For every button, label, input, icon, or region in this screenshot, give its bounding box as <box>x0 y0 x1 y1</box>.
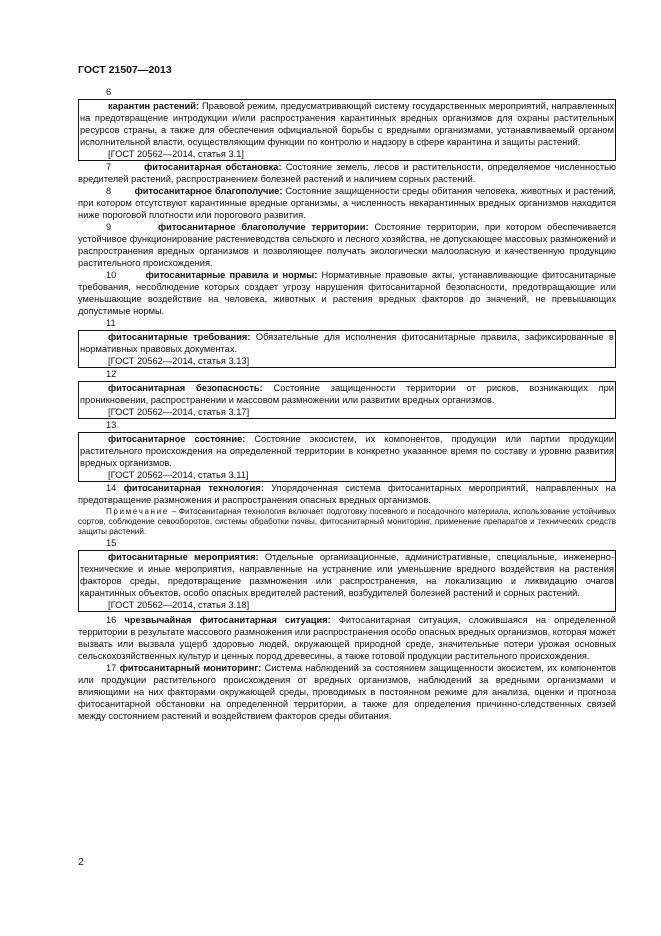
definition-box <box>78 330 616 368</box>
document-header: ГОСТ 21507—2013 <box>78 64 172 76</box>
definition: 9 фитосанитарное благополучие территории: Состояние территории, при котором обеспечивается устойчивое функционирование растениеводства сельского и лесного хозяйства, не допускающее массовых размножений и распространения вредных организмов и позволяющее получать экологически малоопасную и качественную продукцию растительного происхождения. <box>78 222 616 268</box>
definition: фитосанитарная безопасность: Состояние защищенности территории от рисков, возникающих при проникновении, распространении и массовом размножении или развитии вредных организмов. <box>80 383 614 405</box>
term: фитосанитарная безопасность: <box>108 383 263 393</box>
definition: 17 фитосанитарный мониторинг: Система наблюдений за состоянием защищенности экосистем, их компонентов или продукции растительного происхождения от вредных организмов, наблюдений за вредными организмами и влияющими на них факторами окружающей среды, проводимых в постоянном режиме для анализа, оценки и прогноза фитосанитарной обстановки на определенной территории, а также для определения причинно-следственных связей между состоянием растений и воздействием факторов среды обитания. <box>78 663 617 721</box>
definition: фитосанитарные требования: Обязательные для исполнения фитосанитарные правила, зафиксированные в нормативных правовых документах. <box>80 332 614 354</box>
reference: [ГОСТ 20562—2014, статья 3.13] <box>108 356 250 366</box>
term: фитосанитарное состояние: <box>108 434 246 444</box>
definition-box <box>78 432 616 482</box>
term: фитосанитарный мониторинг: <box>119 663 262 673</box>
term: фитосанитарная обстановка: <box>144 162 282 172</box>
entry-number: 15 <box>106 538 117 548</box>
entry-number: 13 <box>106 420 117 430</box>
term: фитосанитарное благополучие: <box>134 186 283 196</box>
definition: карантин растений: Правовой режим, предусматривающий систему государственных мероприятий, направленных на предотвращение интродукции и/или распространения карантинных вредных организмов для охраны растительных ресурсов страны, а также для обеспечения официальной борьбы с вредными организмами, устанавливаемый органом исполнительной власти, осуществляющим функции по контролю и надзору в сфере карантина и защиты растений. <box>80 101 614 147</box>
page-number: 2 <box>78 856 84 868</box>
definition: 8 фитосанитарное благополучие: Состояние защищенности среды обитания человека, животных и растений, при котором отсутствуют карантинные вредные организмы, а численность некарантинных вредных организмов находится ниже пороговой плотности или порогового развития. <box>78 186 616 220</box>
entry-number: 12 <box>106 369 117 379</box>
reference: [ГОСТ 20562—2014, статья 3.18] <box>108 600 250 610</box>
term: фитосанитарное благополучие территории: <box>157 222 369 232</box>
term: фитосанитарные мероприятия: <box>108 552 259 562</box>
definition: фитосанитарное состояние: Состояние экосистем, их компонентов, продукции или партии продукции растительного происхождения на определенной территории в конкретно указанное время по составу и уровню развития вредных организмов. <box>80 434 614 468</box>
term: карантин растений: <box>108 101 200 111</box>
reference: [ГОСТ 20562—2014, статья 3.1] <box>108 149 244 159</box>
note: Примечание – Фитосанитарная технология включает подготовку посевного и посадочного материала, использование устойчивых сортов, соблюдение севооборотов, системы обработки почвы, фитосанитарный мониторинг, применение препаратов и технических средств защиты растений. <box>78 507 616 536</box>
document-body <box>78 86 616 722</box>
definition: фитосанитарные мероприятия: Отдельные организационные, административные, специальные, инженерно-технические и иные мероприятия, направленные на устранение или уменьшение вредного воздействия на растения факторов среды, предотвращение размножения или распространения, на локализацию и ликвидацию очагов карантинных объектов, особо опасных вредителей растений, возбудителей болезней растений и сорных растений. <box>80 552 614 598</box>
definition: 16 чрезвычайная фитосанитарная ситуация: Фитосанитарная ситуация, сложившаяся на определенной территории в результате массового размножения или распространения особо опасных вредных организмов, которая может вызвать или вызвала ущерб здоровью людей, окружающей природной среде, значительные потери урожая основных сельскохозяйственных культур и ценных пород древесины, а также готовой продукции растительного происхождения. <box>78 615 616 661</box>
note-label: Примечание <box>106 507 169 516</box>
reference: [ГОСТ 20562—2014, статья 3.17] <box>108 407 250 417</box>
definition: 7 фитосанитарная обстановка: Состояние земель, лесов и растительности, определяемое численностью вредителей растений, распространением болезней растений и наличием сорных растений. <box>78 162 616 184</box>
definition-box <box>78 99 616 161</box>
definition: 10 фитосанитарные правила и нормы: Нормативные правовые акты, устанавливающие фитосанитарные требования, несоблюдение которых создает угрозу нарушения фитосанитарной безопасности, предотвращающие или уменьшающие воздействие на человека, животных и растения вредных факторов до значений, не превышающих допустимые нормы. <box>78 270 616 316</box>
definition-box <box>78 550 616 612</box>
term: фитосанитарная технология: <box>123 483 264 493</box>
definition: 14 фитосанитарная технология: Упорядоченная система фитосанитарных мероприятий, направленных на предотвращение размножения и распространения опасных вредных организмов. <box>78 483 616 505</box>
term: чрезвычайная фитосанитарная ситуация: <box>124 615 331 625</box>
entry-number: 6 <box>106 87 112 97</box>
entry-number: 11 <box>106 318 116 328</box>
term: фитосанитарные требования: <box>108 332 251 342</box>
term: фитосанитарные правила и нормы: <box>145 270 318 280</box>
reference: [ГОСТ 20562—2014, статья 3.11] <box>108 470 249 480</box>
definition-box <box>78 381 616 419</box>
